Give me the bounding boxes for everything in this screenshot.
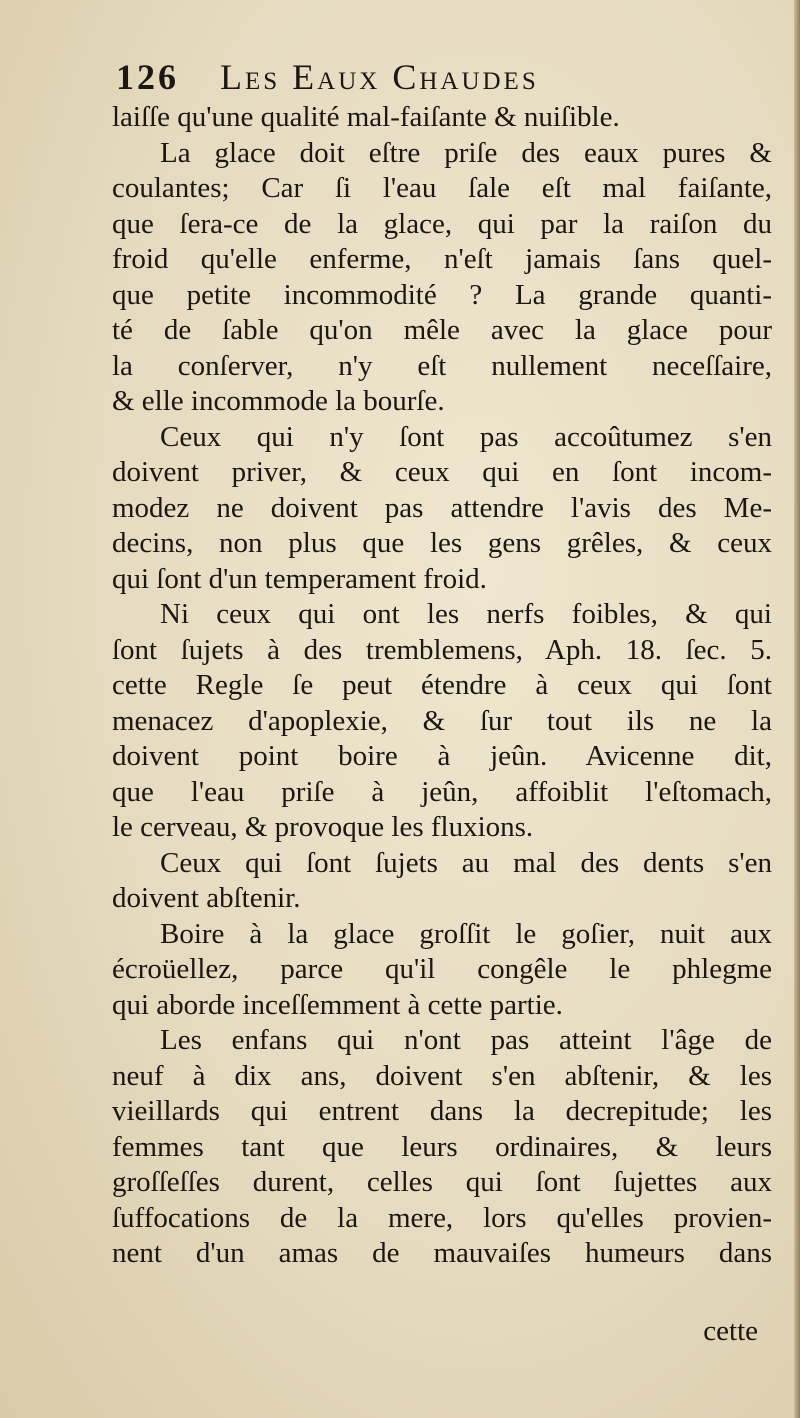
text-line: nent d'un amas de mauvaiſes humeurs dans [112,1237,772,1269]
text-line: la conſerver, n'y eſt nullement neceſſaire, [112,349,772,382]
text-line: qui ſont d'un temperament froid. [112,562,487,595]
text-line: ſuffocations de la mere, lors qu'elles provien- [112,1201,772,1234]
running-title: Les Eaux Chaudes [220,57,539,97]
body-text [112,100,772,1272]
text-line: que petite incommodité ? La grande quanti- [112,278,772,311]
page-number: 126 [116,57,179,97]
text-line: coulantes; Car ſi l'eau ſale eſt mal faiſante, [112,172,772,204]
text-line: doivent priver, & ceux qui en ſont incom- [112,456,772,488]
text-line: qui aborde inceſſemment à cette partie. [112,988,563,1021]
text-line: Ni ceux qui ont les nerfs foibles, & qui [160,598,772,630]
text-line: Les enfans qui n'ont pas atteint l'âge de [160,1024,772,1056]
text-line: groſſeſſes durent, celles qui ſont ſujettes aux [112,1166,772,1198]
text-line: que ſera-ce de la glace, qui par la raiſon du [112,207,772,240]
text-line: té de ſable qu'on mêle avec la glace pour [112,314,772,346]
text-line: neuf à dix ans, doivent s'en abſtenir, & les [112,1059,772,1092]
text-line: écroüellez, parce qu'il congêle le phlegme [112,953,772,985]
page-edge [794,0,800,1418]
catchword: cette [703,1315,758,1347]
text-line: modez ne doivent pas attendre l'avis des Me- [112,491,772,524]
text-line: que l'eau priſe à jeûn, affoiblit l'eſtomach, [112,775,772,808]
text-line: Boire à la glace groſſit le goſier, nuit aux [160,917,772,950]
text-line: doivent point boire à jeûn. Avicenne dit, [112,740,772,772]
text-line: La glace doit eſtre priſe des eaux pures & [160,136,772,169]
text-line: ſont ſujets à des tremblemens, Aph. 18. ſec. 5. [112,633,772,666]
text-line: le cerveau, & provoque les fluxions. [112,811,534,843]
text-line: cette Regle ſe peut étendre à ceux qui ſont [112,669,772,701]
text-line: froid qu'elle enferme, n'eſt jamais ſans quel- [112,243,772,275]
text-line: & elle incommode la bourſe. [112,385,445,417]
text-line: vieillards qui entrent dans la decrepitude; les [112,1095,772,1127]
text-line: menacez d'apoplexie, & ſur tout ils ne la [112,704,772,737]
text-line: laiſſe qu'une qualité mal-faiſante & nuiſible. [112,101,620,133]
text-line: femmes tant que leurs ordinaires, & leurs [112,1130,772,1163]
text-line: decins, non plus que les gens grêles, & ceux [112,527,772,559]
text-line: Ceux qui ſont ſujets au mal des dents s'en [160,846,772,879]
text-line: doivent abſtenir. [112,882,301,914]
text-line: Ceux qui n'y ſont pas accoûtumez s'en [160,420,772,453]
page-header [116,56,776,100]
